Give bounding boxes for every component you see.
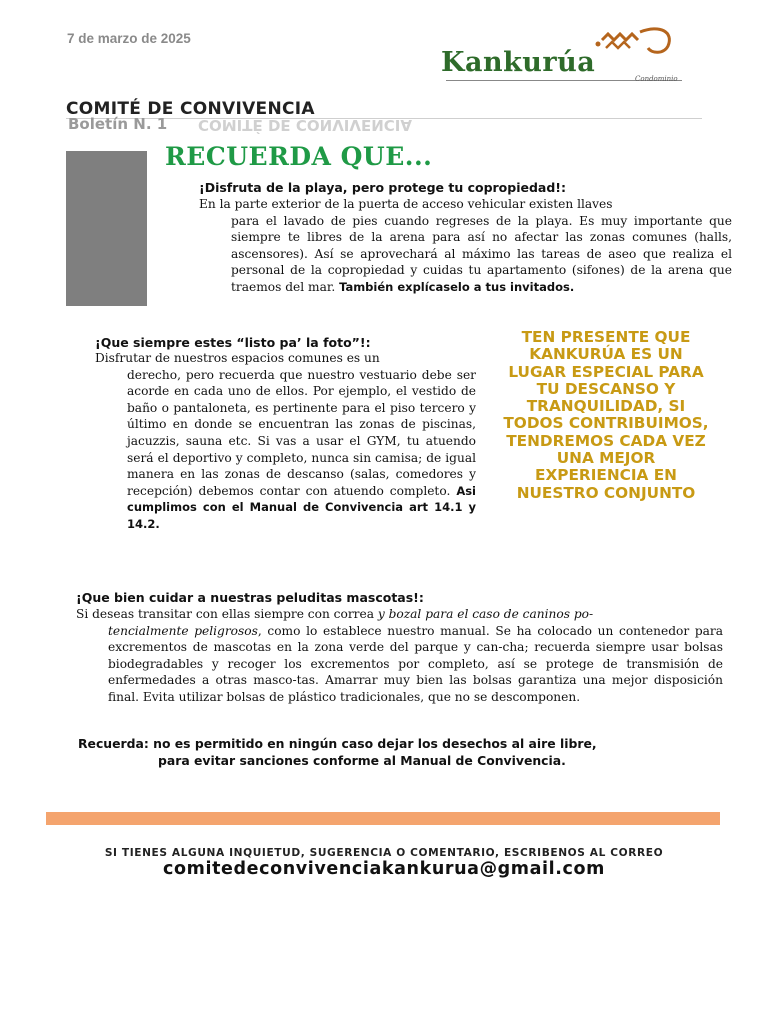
decorative-gray-bar	[66, 151, 147, 306]
photo-section-heading: ¡Que siempre estes “listo pa’ la foto”!:	[95, 335, 371, 350]
photo-first-line: Disfrutar de nuestros espacios comunes es un	[95, 351, 380, 365]
pets-first-line	[76, 607, 593, 621]
committee-title-reflection: COMITÉ DE CONVIVENCIA	[198, 116, 412, 134]
reminder-line-1: Recuerda: no es permitido en ningún caso dejar los desechos al aire libre,	[78, 736, 597, 751]
sidebar-message: TEN PRESENTE QUE KANKURÚA ES UN LUGAR ESPECIAL PARA TU DESCANSO Y TRANQUILIDAD, SI TODOS CONTRIBUIMOS, TENDREMOS CADA VEZ UNA MEJOR EXPERIENCIA EN NUESTRO CONJUNTO	[503, 328, 709, 502]
orange-divider-bar	[46, 812, 720, 825]
bulletin-number: Boletín N. 1	[68, 115, 168, 133]
beach-section-heading: ¡Disfruta de la playa, pero protege tu copropiedad!:	[199, 180, 567, 195]
logo-emblem-icon	[588, 22, 683, 70]
contact-email: comitedeconvivenciakankurua@gmail.com	[163, 859, 605, 879]
pets-section-body	[76, 606, 723, 706]
reminder-line-2: para evitar sanciones conforme al Manual de Convivencia.	[158, 752, 566, 768]
pets-first-line-start: Si deseas transitar con ellas siempre con correa	[76, 607, 378, 621]
photo-section-body	[95, 350, 476, 533]
pets-italic-text: tencialmente peligrosos	[108, 623, 258, 638]
beach-first-line: En la parte exterior de la puerta de acceso vehicular existen llaves	[199, 197, 613, 211]
main-title: RECUERDA QUE...	[165, 142, 433, 171]
committee-title: COMITÉ DE CONVIVENCIA	[66, 99, 315, 119]
pets-indented-text	[76, 623, 723, 706]
beach-indented-text	[199, 213, 732, 296]
photo-body-text: derecho, pero recuerda que nuestro vestuario debe ser acorde en cada uno de ellos. Por ejemplo, el vestido de baño o pantaloneta, es pertinente para el piso tercero y último en donde se encuentran las zonas de piscinas, jacuzzis, sauna etc. Si vas a usar el GYM, tu atuendo será el deportivo y completo, nunca sin camisa; de igual manera en las zonas de descanso (salas, comedores y recepción) debemos contar con atuendo completo.	[127, 367, 476, 498]
document-date: 7 de marzo de 2025	[67, 31, 191, 46]
kankurua-logo	[438, 20, 688, 86]
photo-bold-note: Asi cumplimos con el Manual de Convivencia art 14.1 y 14.2.	[127, 483, 476, 531]
pets-body-text: , como lo establece nuestro manual. Se ha colocado un contenedor para excrementos de mascotas en la zona verde del parque y can-cha; recuerda siempre usar bolsas biodegradables y recoger los excrementos por completo, así se protege de transmisión de enfermedades a otras masco-tas. Amarrar muy bien las bolsas garantiza una mejor disposición final. Evita utilizar bolsas de plástico tradicionales, que no se descomponen.	[108, 623, 723, 704]
logo-wordmark: Kankurúa	[441, 47, 596, 78]
photo-indented-text	[95, 367, 476, 533]
beach-body-text: para el lavado de pies cuando regreses de la playa. Es muy importante que siempre te libres de la arena para así no afectar las zonas comunes (halls, ascensores). Así se aprovechará al máximo las tareas de aseo que realiza el personal de la copropiedad y cuidas tu apartamento (sifones) de la arena que traemos del mar.	[231, 213, 732, 294]
pets-first-line-italic: y bozal para el caso de caninos po-	[377, 607, 594, 621]
reminder-note	[78, 736, 728, 769]
beach-section-body	[199, 196, 732, 296]
contact-text: SI TIENES ALGUNA INQUIETUD, SUGERENCIA O COMENTARIO, ESCRIBENOS AL CORREO	[104, 847, 664, 859]
logo-subtext: Condominio	[635, 75, 678, 83]
pets-section-heading: ¡Que bien cuidar a nuestras peluditas mascotas!:	[76, 590, 424, 605]
beach-bold-note: También explícaselo a tus invitados.	[339, 279, 575, 294]
